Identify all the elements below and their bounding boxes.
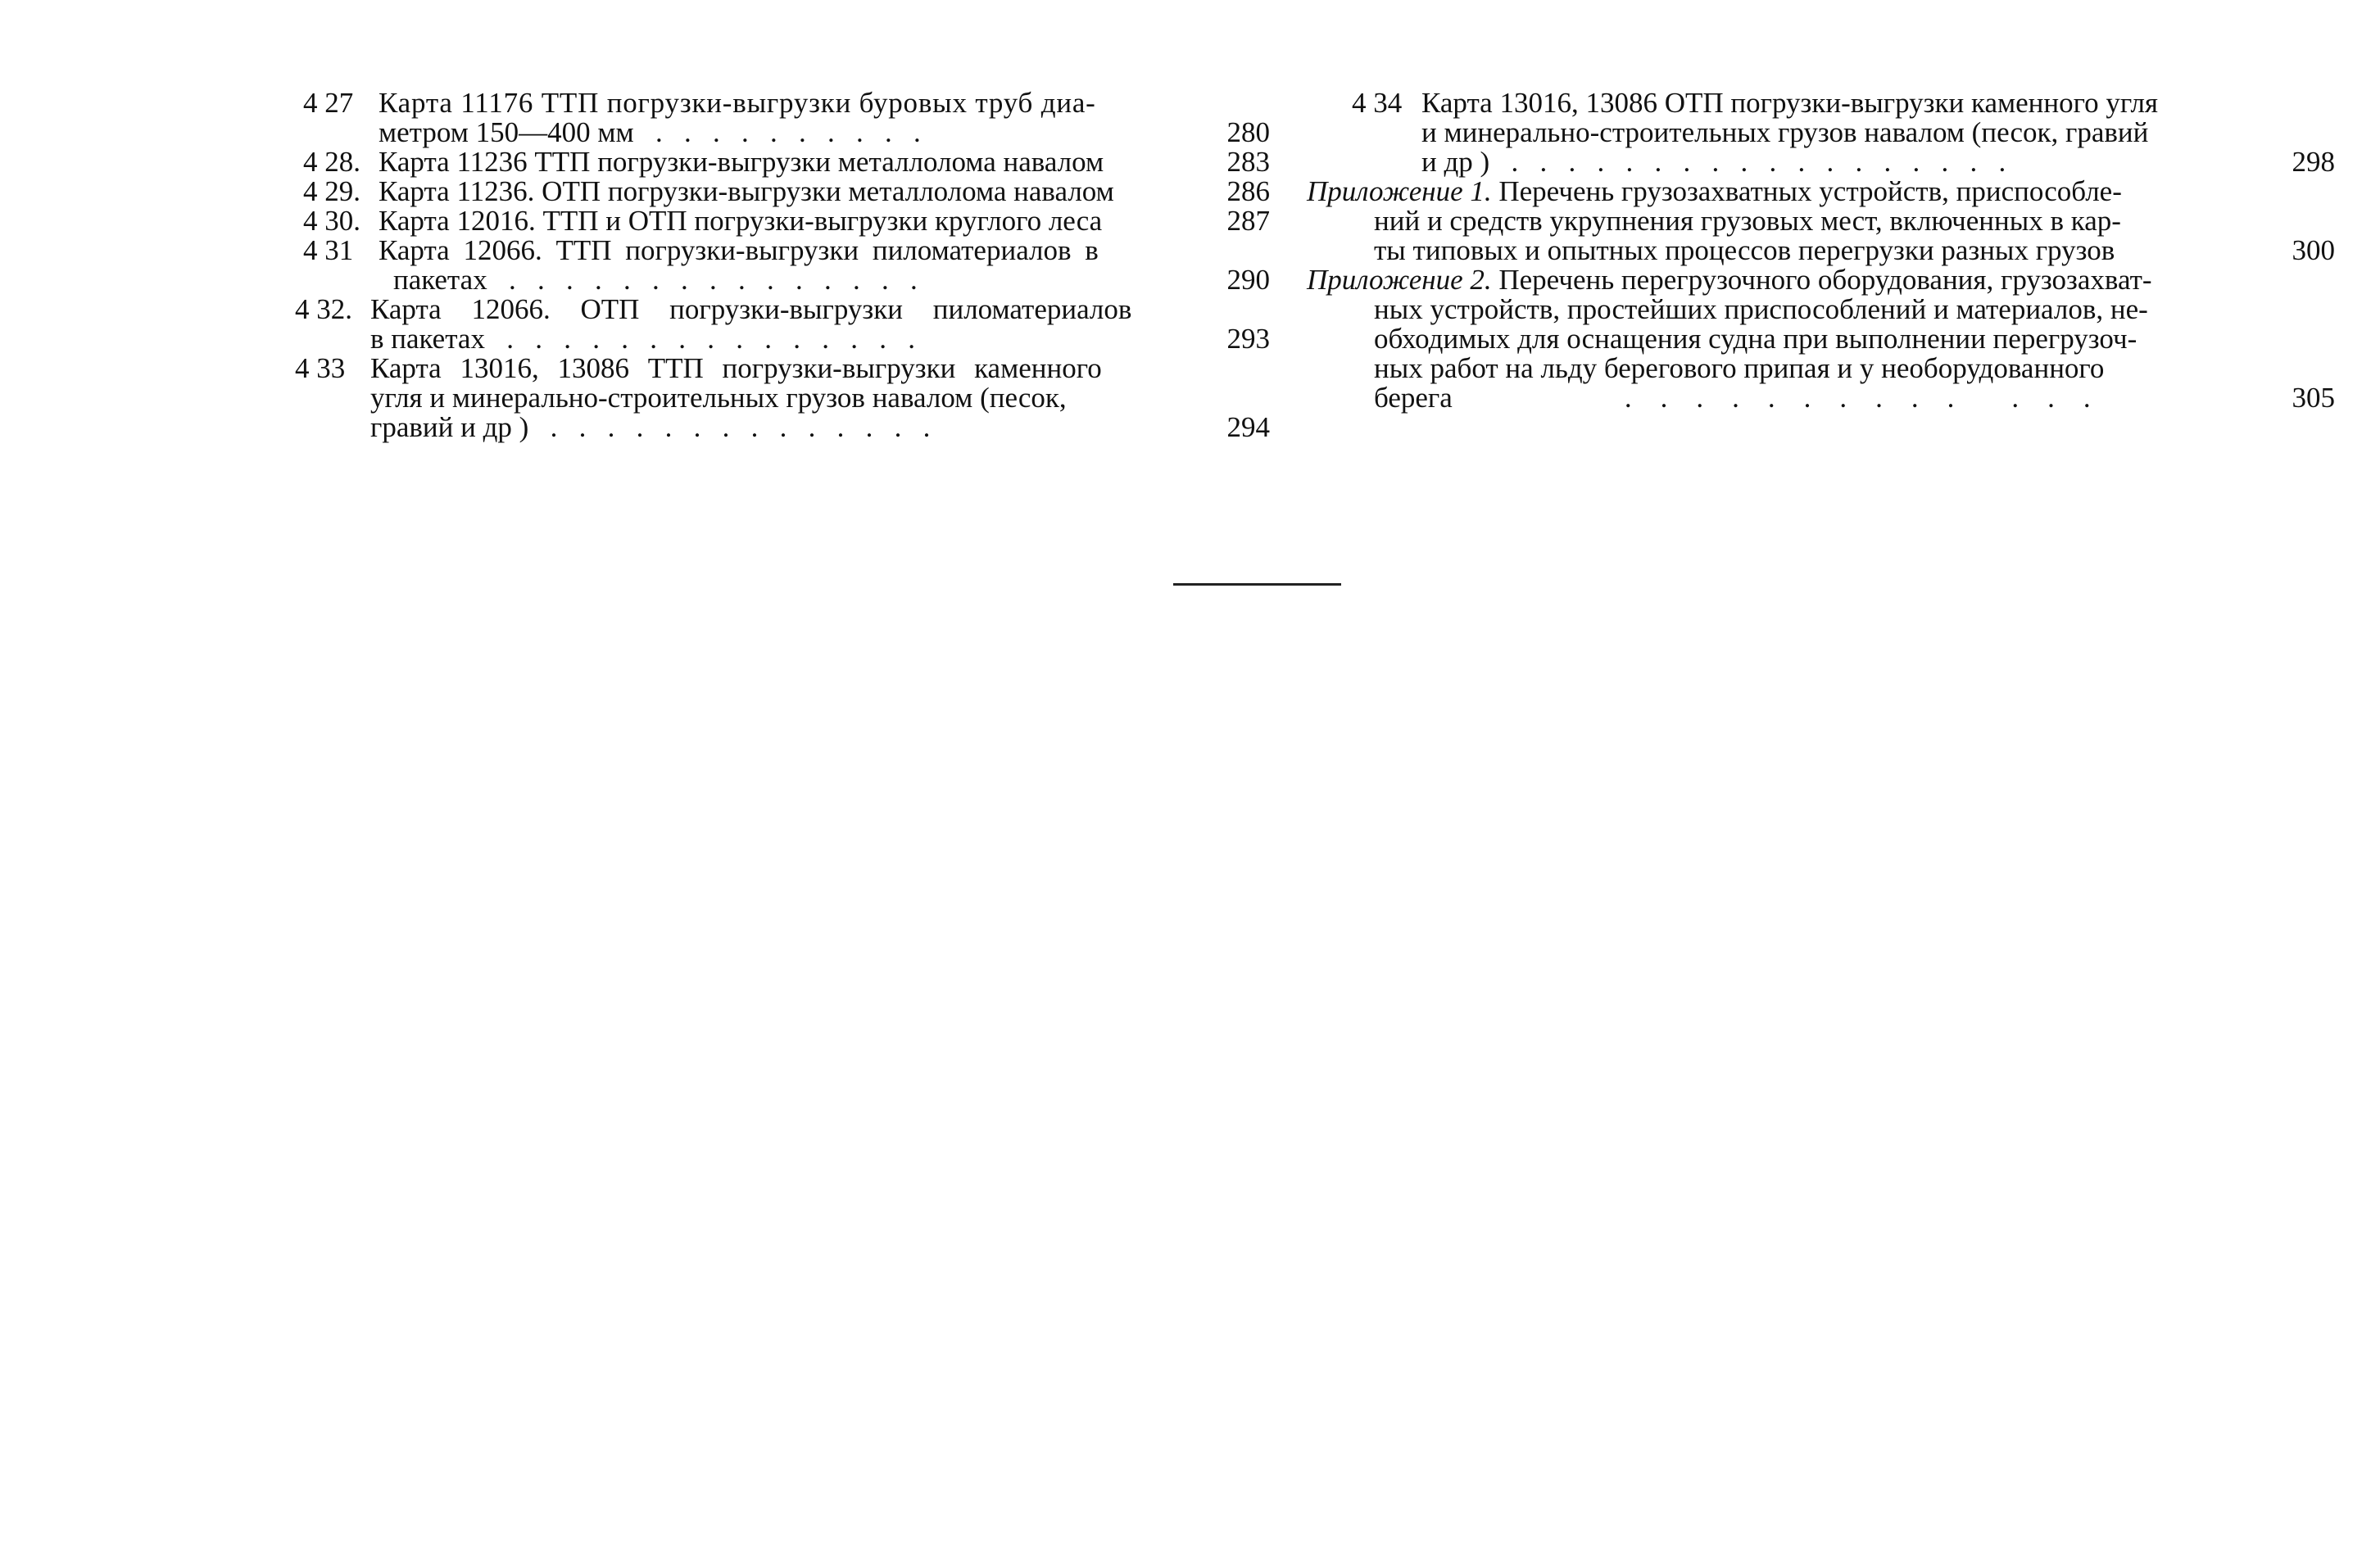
- leader-dots: . . . . . . . . . .: [633, 116, 921, 148]
- toc-entry: [1307, 88, 2335, 177]
- entry-title-line: Карта 12016. ТТП и ОТП погрузки-выгрузки круглого леса: [379, 205, 1103, 237]
- page-number: 305: [2292, 382, 2335, 414]
- entry-title-line: обходимых для оснащения судна при выполнении перегрузоч-: [1374, 323, 2137, 355]
- leader-dots: . . . . . . . . . . . . .: [1452, 382, 2091, 414]
- toc-entry: [295, 147, 1270, 177]
- leader-dots: . . . . . . . . . . . . . . . . . .: [1489, 146, 2006, 178]
- entry-number: 4 32.: [295, 293, 352, 325]
- page-number: 280: [1226, 116, 1270, 148]
- toc-entry: [295, 177, 1270, 206]
- entry-title-leader: [1421, 147, 2269, 177]
- entry-number: 4 27: [303, 87, 354, 119]
- toc-entry: [295, 88, 1270, 147]
- appendix-first-line: [1307, 265, 2269, 295]
- section-divider: [1173, 583, 1341, 586]
- toc-entry: [295, 354, 1270, 442]
- toc-entry: [295, 295, 1270, 354]
- page-number: 294: [1226, 411, 1270, 443]
- entry-number: 4 34: [1352, 87, 1403, 119]
- entry-title-leader: [1307, 383, 2269, 413]
- page-number: 298: [2292, 146, 2335, 178]
- entry-title-line: Карта 11176 ТТП погрузки-выгрузки буровых труб диа-: [379, 87, 1096, 119]
- appendix-label: Приложение 2.: [1307, 264, 1492, 296]
- page-number: 287: [1226, 205, 1270, 237]
- entry-title-line: Карта 11236 ТТП погрузки-выгрузки металлолома навалом: [379, 146, 1104, 178]
- entry-title-line: Карта 11236. ОТП погрузки-выгрузки металлолома навалом: [379, 175, 1114, 207]
- entry-title-line: угля и минерально-строительных грузов навалом (песок,: [370, 382, 1067, 414]
- leader-dots: . . . . . . . . . . . . . . .: [487, 264, 918, 296]
- page-number: 290: [1226, 264, 1270, 296]
- entry-title-line: ний и средств укрупнения грузовых мест, включенных в кар-: [1374, 205, 2121, 237]
- entry-number: 4 29.: [303, 175, 360, 207]
- toc-entry: [1307, 265, 2335, 413]
- toc-entry: [1307, 177, 2335, 265]
- entry-title-leader: [379, 265, 1196, 295]
- entry-title-leader: [379, 118, 1196, 147]
- toc-entry: [295, 206, 1270, 236]
- leader-dots: . . . . . . . . . . . . . . .: [484, 323, 915, 355]
- entry-title-line: в пакетах: [370, 323, 485, 355]
- entry-title-line: гравий и др ): [370, 411, 529, 443]
- entry-number: 4 30.: [303, 205, 360, 237]
- entry-title-line: ных устройств, простейших приспособлений и материалов, не-: [1374, 293, 2148, 325]
- entry-title-line: Карта 12066. ОТП погрузки-выгрузки пиломатериалов: [370, 293, 1132, 325]
- entry-number: 4 31: [303, 234, 354, 266]
- entry-title-line: Перечень грузозахватных устройств, приспособле-: [1498, 175, 2122, 207]
- appendix-label: Приложение 1.: [1307, 175, 1492, 207]
- entry-title-line: и минерально-строительных грузов навалом (песок, гравий: [1421, 116, 2149, 148]
- entry-number: 4 33: [295, 352, 346, 384]
- page-number: 283: [1226, 146, 1270, 178]
- entry-title-leader: [370, 324, 1196, 354]
- toc-entry: [295, 236, 1270, 295]
- entry-title-line: берега: [1374, 382, 1453, 414]
- page-number: 286: [1226, 175, 1270, 207]
- entry-title-leader: [370, 413, 1196, 442]
- entry-title-line: Карта 13016, 13086 ОТП погрузки-выгрузки каменного угля: [1421, 87, 2159, 119]
- entry-title-line: метром 150—400 мм: [379, 116, 634, 148]
- entry-title-line: пакетах: [393, 264, 487, 296]
- entry-title-line: и др ): [1421, 146, 1490, 178]
- appendix-first-line: [1307, 177, 2269, 206]
- toc-right-column: [1307, 88, 2335, 413]
- leader-dots: . . . . . . . . . . . . . .: [528, 411, 931, 443]
- entry-title-line: ты типовых и опытных процессов перегрузки разных грузов: [1374, 234, 2115, 266]
- page-number: 300: [2292, 234, 2335, 266]
- entry-title-line: Карта 12066. ТТП погрузки-выгрузки пиломатериалов в: [379, 234, 1099, 266]
- toc-left-column: [295, 88, 1270, 442]
- page-number: 293: [1226, 323, 1270, 355]
- entry-title-line: Карта 13016, 13086 ТТП погрузки-выгрузки каменного: [370, 352, 1102, 384]
- entry-title-line: Перечень перегрузочного оборудования, грузозахват-: [1498, 264, 2152, 296]
- entry-number: 4 28.: [303, 146, 360, 178]
- entry-title-line: ных работ на льду берегового припая и у необорудованного: [1374, 352, 2105, 384]
